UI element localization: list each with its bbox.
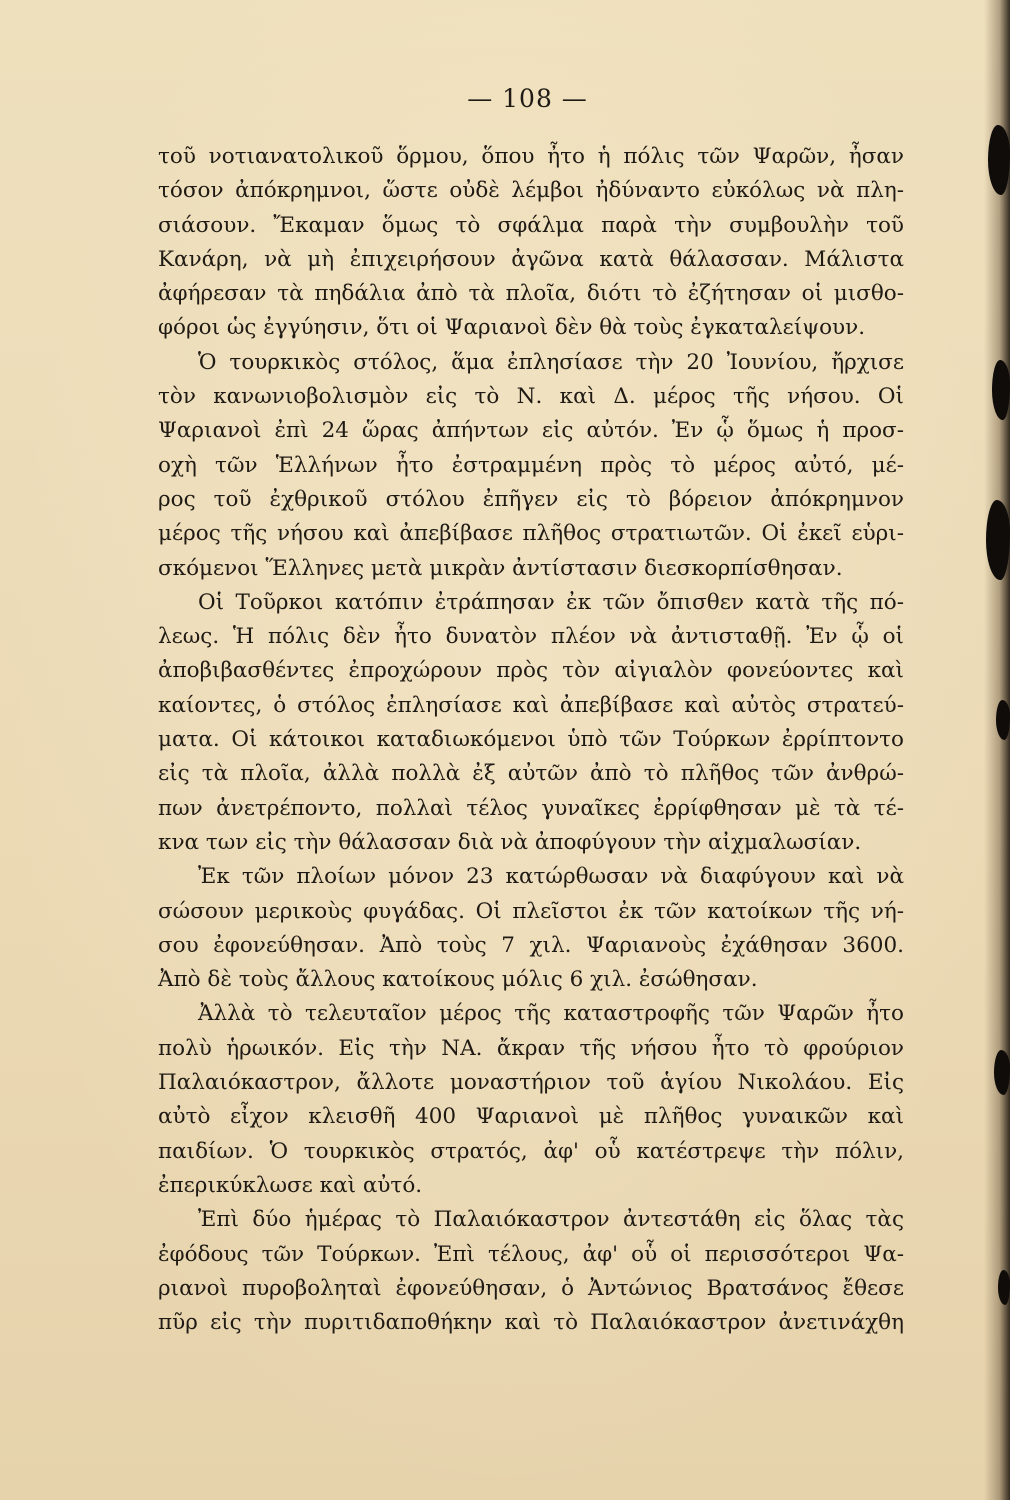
page-damage-mark [992,360,1010,420]
text-line: ἀφήρεσαν τὰ πηδάλια ἀπὸ τὰ πλοῖα, διότι τὸ ἐζήτησαν οἱ μισθο- [158,281,904,307]
page-damage-mark [994,1050,1010,1095]
text-line: σου ἐφονεύθησαν. Ἀπὸ τοὺς 7 χιλ. Ψαριανοὺς ἐχάθησαν 3600. [158,932,904,958]
text-line: εἰς τὰ πλοῖα, ἀλλὰ πολλὰ ἐξ αὐτῶν ἀπὸ τὸ πλῆθος τῶν ἀνθρώ- [158,761,904,787]
text-line: Ψαριανοὶ ἐπὶ 24 ὥρας ἀπήντων εἰς αὐτόν. Ἐν ᾧ ὅμως ἡ προσ- [158,418,904,444]
page-damage-mark [988,125,1010,195]
text-line: φόροι ὡς ἐγγύησιν, ὅτι οἱ Ψαριανοὶ δὲν θὰ τοὺς ἐγκαταλείψουν. [158,315,866,341]
text-line: πῦρ εἰς τὴν πυριτιδαποθήκην καὶ τὸ Παλαιόκαστρον ἀνετινάχθη [158,1310,904,1336]
text-line: τοῦ νοτιανατολικοῦ ὅρμου, ὅπου ἦτο ἡ πόλις τῶν Ψαρῶν, ἦσαν [158,144,904,169]
text-line: σώσουν μερικοὺς φυγάδας. Οἱ πλεῖστοι ἐκ τῶν κατοίκων τῆς νή- [158,898,904,924]
text-line: Ἀλλὰ τὸ τελευταῖον μέρος τῆς καταστροφῆς τῶν Ψαρῶν ἦτο [198,1001,904,1027]
page-number: — 108 — [467,84,588,113]
text-line: ριανοὶ πυροβοληταὶ ἐφονεύθησαν, ὁ Ἀντώνιος Βρατσάνος ἔθεσε [158,1275,904,1301]
text-line: παιδίων. Ὁ τουρκικὸς στρατός, ἀφ' οὗ κατέστρεψε τὴν πόλιν, [158,1138,904,1164]
text-line: κνα των εἰς τὴν θάλασσαν διὰ νὰ ἀποφύγουν τὴν αἰχμαλωσίαν. [158,829,862,855]
text-line: αὐτὸ εἶχον κλεισθῆ 400 Ψαριανοὶ μὲ πλῆθος γυναικῶν καὶ [158,1104,904,1130]
text-line: καίοντες, ὁ στόλος ἐπλησίασε καὶ ἀπεβίβασε καὶ αὐτὸς στρατεύ- [158,692,904,718]
text-line: Κανάρη, νὰ μὴ ἐπιχειρήσουν ἀγῶνα κατὰ θάλασσαν. Μάλιστα [158,246,904,272]
page-damage-mark [998,1270,1010,1305]
text-line: ρος τοῦ ἐχθρικοῦ στόλου ἐπῆγεν εἰς τὸ βόρειον ἀπόκρημνον [158,486,904,512]
text-line: σιάσουν. Ἔκαμαν ὅμως τὸ σφάλμα παρὰ τὴν συμβουλὴν τοῦ [158,212,904,238]
page-damage-mark [986,500,1010,580]
text-line: τὸν κανωνιοβολισμὸν εἰς τὸ Ν. καὶ Δ. μέρος τῆς νήσου. Οἱ [158,384,904,410]
body-text [158,140,904,1340]
page-damage-mark [996,700,1010,740]
text-line: Ἐπὶ δύο ἡμέρας τὸ Παλαιόκαστρον ἀντεστάθη εἰς ὅλας τὰς [198,1207,904,1233]
text-line: Ἐκ τῶν πλοίων μόνον 23 κατώρθωσαν νὰ διαφύγουν καὶ νὰ [198,864,904,890]
text-line: οχὴ τῶν Ἑλλήνων ἦτο ἐστραμμένη πρὸς τὸ μέρος αὐτό, μέ- [158,452,904,478]
text-line: Παλαιόκαστρον, ἄλλοτε μοναστήριον τοῦ ἁγίου Νικολάου. Εἰς [158,1070,904,1096]
text-line: λεως. Ἡ πόλις δὲν ἦτο δυνατὸν πλέον νὰ ἀντισταθῇ. Ἐν ᾧ οἱ [158,624,904,650]
text-line: ματα. Οἱ κάτοικοι καταδιωκόμενοι ὑπὸ τῶν Τούρκων ἐρρίπτοντο [158,727,904,753]
text-line: πων ἀνετρέποντο, πολλαὶ τέλος γυναῖκες ἐρρίφθησαν μὲ τὰ τέ- [158,795,904,821]
text-line: Ἀπὸ δὲ τοὺς ἄλλους κατοίκους μόλις 6 χιλ. ἐσώθησαν. [158,967,758,993]
text-line: Ὁ τουρκικὸς στόλος, ἅμα ἐπλησίασε τὴν 20 Ἰουνίου, ἤρχισε [198,349,904,375]
text-line: ἐπερικύκλωσε καὶ αὐτό. [158,1172,423,1198]
text-line: πολὺ ἡρωικόν. Εἰς τὴν ΝΑ. ἄκραν τῆς νήσου ἦτο τὸ φρούριον [158,1035,904,1061]
text-line: ἀποβιβασθέντες ἐπροχώρουν πρὸς τὸν αἰγιαλὸν φονεύοντες καὶ [158,658,904,684]
text-line: σκόμενοι Ἕλληνες μετὰ μικρὰν ἀντίστασιν διεσκορπίσθησαν. [158,555,843,581]
text-line: τόσον ἀπόκρημνοι, ὥστε οὐδὲ λέμβοι ἠδύναντο εὐκόλως νὰ πλη- [158,178,904,204]
text-line: ἐφόδους τῶν Τούρκων. Ἐπὶ τέλους, ἀφ' οὗ οἱ περισσότεροι Ψα- [158,1241,904,1267]
text-line: Οἱ Τοῦρκοι κατόπιν ἐτράπησαν ἐκ τῶν ὄπισθεν κατὰ τῆς πό- [198,589,904,615]
text-line: μέρος τῆς νήσου καὶ ἀπεβίβασε πλῆθος στρατιωτῶν. Οἱ ἐκεῖ εὑρι- [158,521,904,547]
